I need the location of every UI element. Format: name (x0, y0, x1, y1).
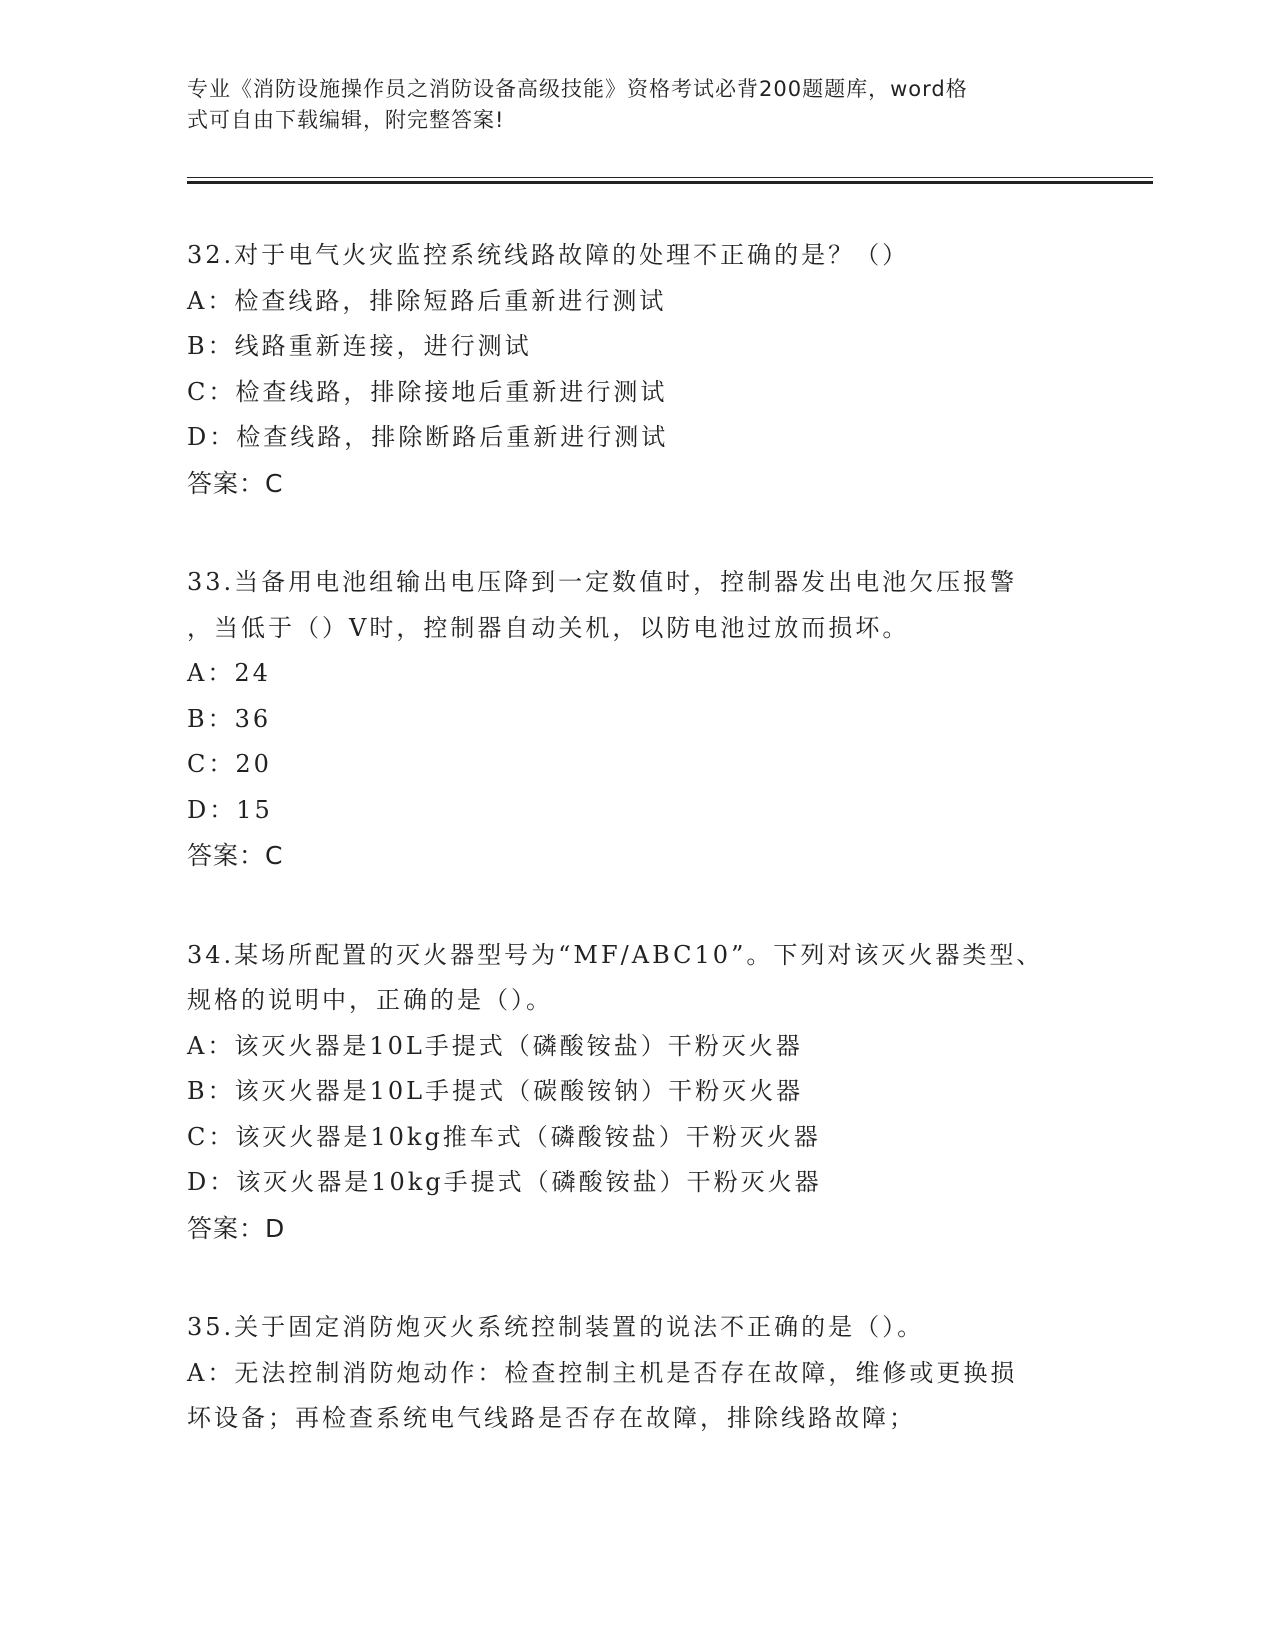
option-c: C：该灭火器是10kg推车式（磷酸铵盐）干粉灭火器 (187, 1122, 821, 1151)
question-stem: 35.关于固定消防炮灭火系统控制装置的说法不正确的是（）。 (187, 1313, 925, 1341)
answer-label: 答案：C (187, 841, 284, 870)
option-d: D：检查线路，排除断路后重新进行测试 (187, 423, 669, 451)
answer-label: 答案：C (187, 468, 284, 498)
option-b: B：线路重新连接，进行测试 (187, 332, 532, 360)
question-stem-continued: ，当低于（）V时，控制器自动关机，以防电池过放而损坏。 (187, 613, 910, 642)
question-35 (187, 1305, 1087, 1442)
header-line-2: 式可自由下载编辑，附完整答案! (187, 108, 505, 132)
question-stem: 32.对于电气火灾监控系统线路故障的处理不正确的是？（） (187, 241, 910, 269)
header-line-1: 专业《消防设施操作员之消防设备高级技能》资格考试必背200题题库，word格 (187, 77, 968, 101)
question-stem: 34.某场所配置的灭火器型号为“MF/ABC10”。下列对该灭火器类型、 (187, 940, 1044, 969)
question-32 (187, 233, 1087, 506)
answer-label: 答案：D (187, 1213, 286, 1243)
header-divider-thin (187, 177, 1153, 178)
option-b: B：36 (187, 704, 272, 733)
question-list (187, 233, 1087, 1496)
option-a: A：24 (187, 659, 271, 687)
question-34 (187, 933, 1087, 1252)
question-stem-continued: 规格的说明中，正确的是（）。 (187, 986, 553, 1014)
option-a: A：检查线路，排除短路后重新进行测试 (187, 286, 667, 315)
header-divider-thick (187, 181, 1153, 184)
option-b: B：该灭火器是10L手提式（碳酸铵钠）干粉灭火器 (187, 1077, 804, 1105)
option-a: A：该灭火器是10L手提式（磷酸铵盐）干粉灭火器 (187, 1031, 803, 1060)
question-33 (187, 560, 1087, 879)
option-d: D：15 (187, 795, 273, 824)
option-a-continued: 坏设备；再检查系统电气线路是否存在故障，排除线路故障； (187, 1404, 916, 1432)
option-c: C：20 (187, 750, 272, 778)
question-stem: 33.当备用电池组输出电压降到一定数值时，控制器发出电池欠压报警 (187, 568, 1018, 596)
option-d: D：该灭火器是10kg手提式（磷酸铵盐）干粉灭火器 (187, 1168, 822, 1196)
option-a: A：无法控制消防炮动作：检查控制主机是否存在故障，维修或更换损 (187, 1358, 1018, 1387)
option-c: C：检查线路，排除接地后重新进行测试 (187, 377, 668, 406)
document-header (187, 74, 1087, 136)
